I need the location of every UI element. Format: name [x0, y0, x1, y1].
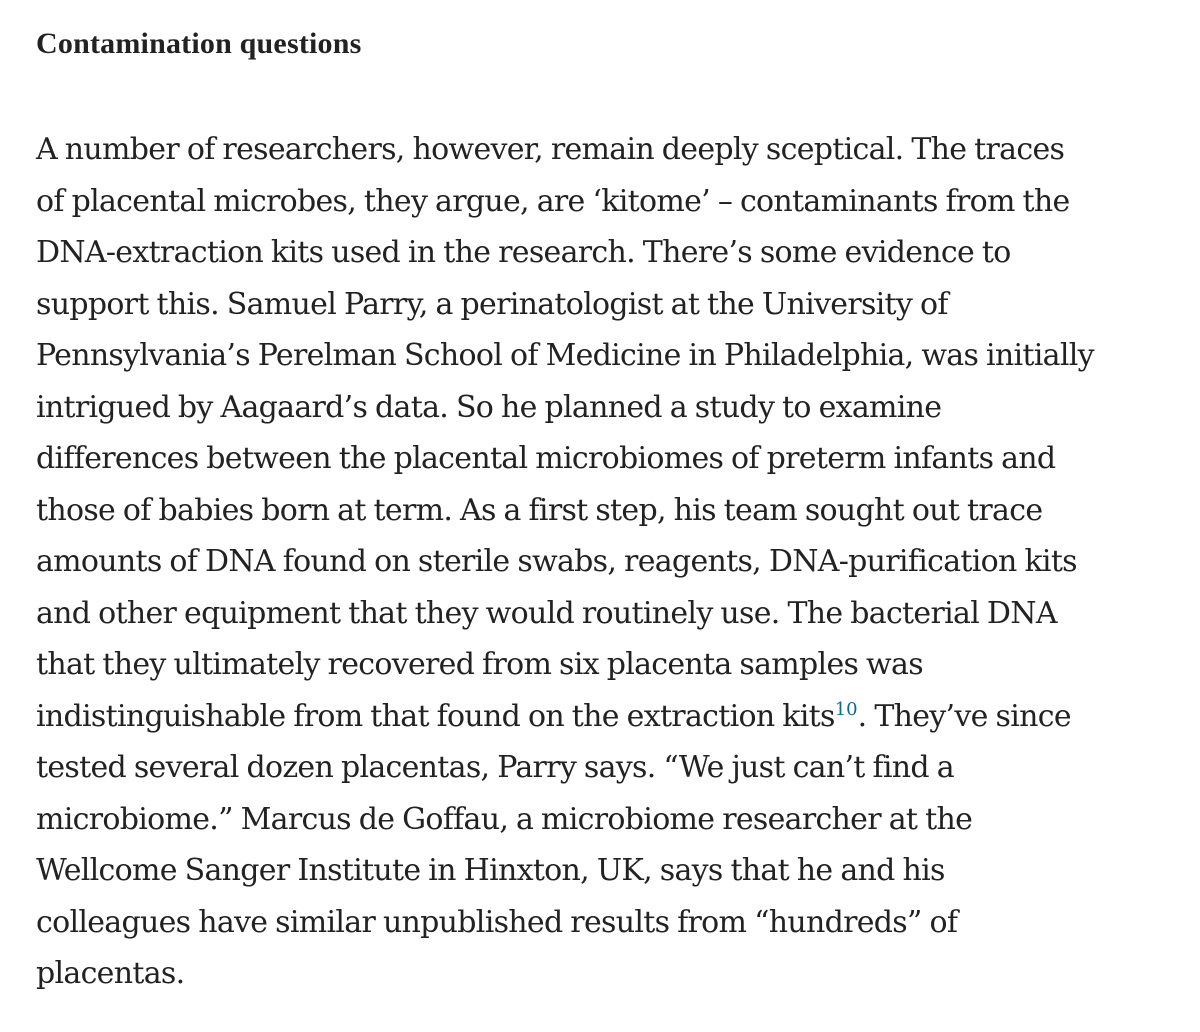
paragraph-line: support this. Samuel Parry, a perinatologist at the University of	[36, 286, 948, 322]
paragraph-line: those of babies born at term. As a first step, his team sought out trace	[36, 492, 1043, 528]
paragraph-line: tested several dozen placentas, Parry says. “We just can’t find a	[36, 750, 954, 785]
paragraph-line: that they ultimately recovered from six placenta samples was	[36, 647, 923, 682]
paragraph-line-with-reference	[36, 691, 1176, 743]
paragraph-line: Wellcome Sanger Institute in Hinxton, UK, says that he and his	[36, 853, 945, 888]
paragraph-line: A number of researchers, however, remain deeply sceptical. The traces	[36, 132, 1065, 167]
paragraph-line: placentas.	[36, 956, 185, 991]
paragraph-line: and other equipment that they would routinely use. The bacterial DNA	[36, 595, 1057, 631]
reference-link[interactable]: 10	[834, 698, 858, 720]
ref-line-prefix: indistinguishable from that found on the extraction kits	[36, 698, 835, 734]
paragraph-line: intrigued by Aagaard’s data. So he planned a study to examine	[36, 389, 942, 425]
article-paragraph	[36, 124, 1176, 1000]
paragraph-line: colleagues have similar unpublished results from “hundreds” of	[36, 904, 958, 940]
paragraph-line: Pennsylvania’s Perelman School of Medicine in Philadelphia, was initially	[36, 338, 1094, 373]
paragraph-line: amounts of DNA found on sterile swabs, reagents, DNA-purification kits	[36, 544, 1077, 579]
section-heading: Contamination questions	[36, 27, 362, 60]
paragraph-line: DNA-extraction kits used in the research. There’s some evidence to	[36, 235, 1011, 270]
paragraph-line: differences between the placental microbiomes of preterm infants and	[36, 441, 1056, 476]
ref-line-suffix: . They’ve since	[857, 698, 1071, 734]
article-section	[36, 24, 1176, 1000]
paragraph-line: of placental microbes, they argue, are ‘kitome’ – contaminants from the	[36, 183, 1070, 219]
paragraph-line: microbiome.” Marcus de Goffau, a microbiome researcher at the	[36, 801, 973, 837]
